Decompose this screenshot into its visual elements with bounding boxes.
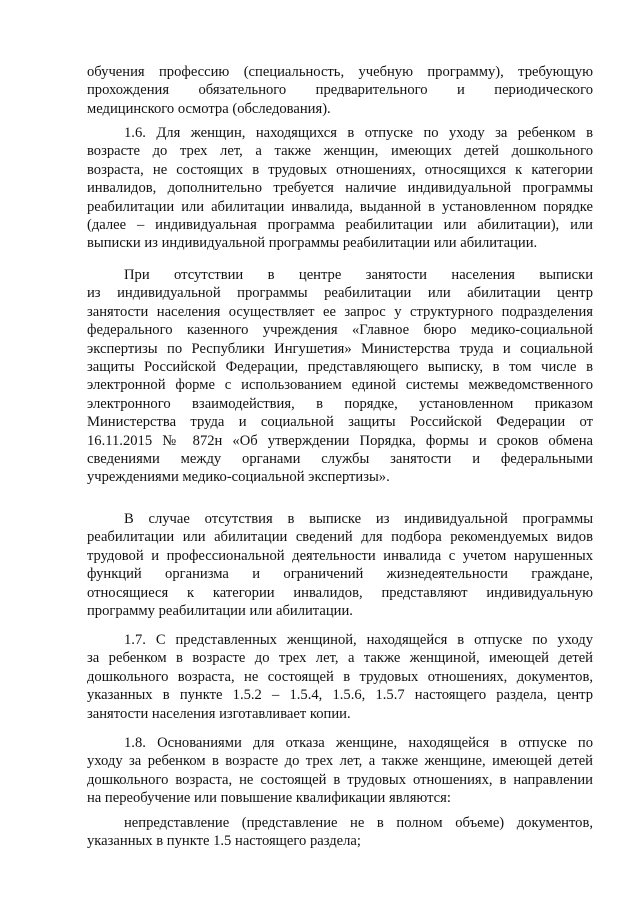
paragraph-nonsubmission bbox=[87, 814, 593, 851]
text-line: Министерства труда и социальной защиты Российской Федерации от bbox=[87, 414, 593, 431]
paragraph-1-8 bbox=[87, 734, 593, 808]
paragraph-case bbox=[87, 510, 593, 620]
paragraph-1-6 bbox=[87, 124, 593, 253]
text-line: реабилитации или абилитации сведений для подбора рекомендуемых видов bbox=[87, 529, 593, 546]
text-line: указанных в пункте 1.5 настоящего раздела; bbox=[87, 833, 361, 850]
text-line: инвалидов, дополнительно требуется наличие индивидуальной программы bbox=[87, 180, 593, 197]
text-line: обучения профессию (специальность, учебную программу), требующую bbox=[87, 64, 593, 80]
text-line: (далее – индивидуальная программа реабилитации или абилитации), или bbox=[87, 216, 593, 233]
text-line: указанных в пункте 1.5.2 – 1.5.4, 1.5.6, 1.5.7 настоящего раздела, центр bbox=[87, 687, 593, 704]
text-line: на переобучение или повышение квалификации являются: bbox=[87, 790, 451, 807]
text-line: непредставление (представление не в полном объеме) документов, bbox=[124, 815, 593, 831]
text-line: 1.6. Для женщин, находящихся в отпуске по уходу за ребенком в bbox=[124, 125, 593, 141]
text-line: относящиеся к категории инвалидов, представляют индивидуальную bbox=[87, 584, 593, 601]
text-line: медицинского осмотра (обследования). bbox=[87, 100, 331, 117]
text-line: электронной форме с использованием единой системы межведомственного bbox=[87, 377, 593, 394]
paragraph-1-7 bbox=[87, 631, 593, 723]
text-line: федерального казенного учреждения «Главное бюро медико-социальной bbox=[87, 322, 593, 339]
text-line: занятости населения осуществляет ее запрос у структурного подразделения bbox=[87, 303, 593, 320]
text-line: функций организма и ограничений жизнедеятельности граждане, bbox=[87, 566, 593, 583]
text-line: уходу за ребенком в возрасте до трех лет, а также женщине, имеющей детей bbox=[87, 753, 593, 770]
text-line: При отсутствии в центре занятости населения выписки bbox=[124, 267, 593, 283]
text-line: учреждениями медико-социальной экспертизы». bbox=[87, 469, 390, 486]
paragraph-absence bbox=[87, 266, 593, 487]
text-line: выписки из индивидуальной программы реабилитации или абилитации. bbox=[87, 235, 538, 252]
text-line: реабилитации или абилитации инвалида, выданной в установленном порядке bbox=[87, 198, 593, 215]
text-line: прохождения обязательного предварительного и периодического bbox=[87, 82, 593, 99]
text-line: защиты Российской Федерации, представляющего выписку, в том числе в bbox=[87, 358, 593, 375]
text-line: из индивидуальной программы реабилитации или абилитации центр bbox=[87, 285, 593, 302]
text-line: программу реабилитации или абилитации. bbox=[87, 602, 353, 619]
paragraph-continuation bbox=[87, 63, 593, 118]
text-line: дошкольного возраста, не состоящей в трудовых отношениях, документов, bbox=[87, 668, 593, 685]
text-line: 1.8. Основаниями для отказа женщине, находящейся в отпуске по bbox=[124, 735, 593, 751]
text-line: сведениями между органами службы занятости и федеральными bbox=[87, 450, 593, 467]
text-line: занятости населения изготавливает копии. bbox=[87, 705, 351, 722]
text-line: 16.11.2015 № 872н «Об утверждении Порядка, формы и сроков обмена bbox=[87, 432, 593, 449]
text-line: В случае отсутствия в выписке из индивидуальной программы bbox=[124, 511, 593, 527]
text-line: возраста, не состоящих в трудовых отношениях, относящихся к категории bbox=[87, 161, 593, 178]
text-line: за ребенком в возрасте до трех лет, а также женщиной, имеющей детей bbox=[87, 650, 593, 667]
text-line: дошкольного возраста, не состоящей в трудовых отношениях, в направлении bbox=[87, 771, 593, 788]
text-line: возрасте до трех лет, а также женщин, имеющих детей дошкольного bbox=[87, 143, 593, 160]
text-line: электронного взаимодействия, в порядке, установленном приказом bbox=[87, 395, 593, 412]
text-line: 1.7. С представленных женщиной, находящейся в отпуске по уходу bbox=[124, 632, 593, 648]
text-line: трудовой и профессиональной деятельности инвалида с учетом нарушенных bbox=[87, 547, 593, 564]
text-line: экспертизы по Республики Ингушетия» Министерства труда и социальной bbox=[87, 340, 593, 357]
